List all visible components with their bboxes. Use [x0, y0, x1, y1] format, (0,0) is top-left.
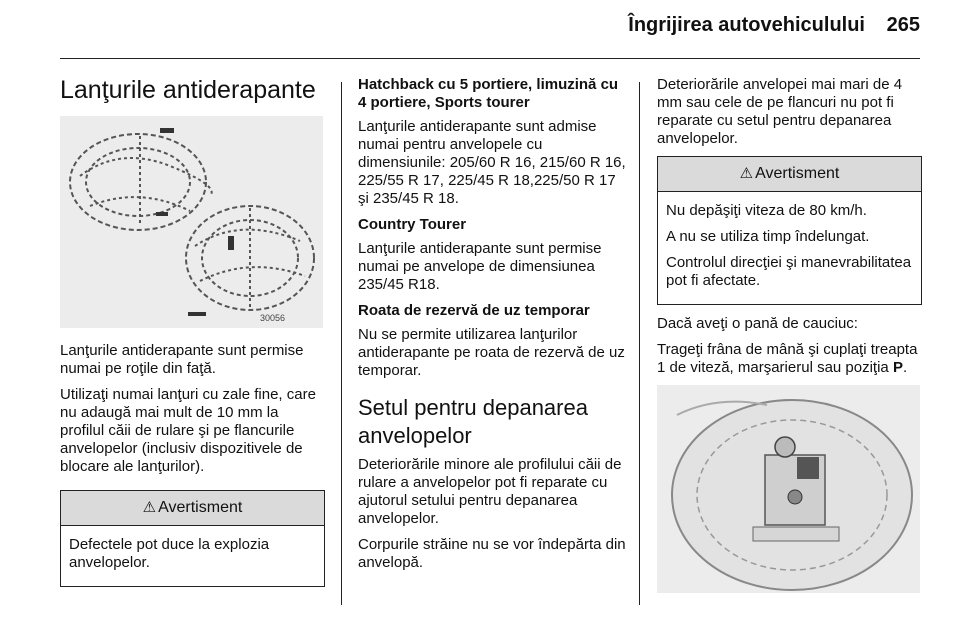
warning-body [658, 192, 921, 304]
snow-chains-illustration [60, 116, 323, 328]
figure-code: 30056 [260, 313, 286, 323]
section-title-tyre-repair-kit: Setul pentru depanarea anvelopelor [358, 395, 588, 448]
subheading: Hatchback cu 5 portiere, limuzină cu 4 portiere, Sports tourer [358, 76, 619, 111]
warning-box [60, 490, 325, 587]
warning-line: Controlul direcţiei şi manevrabilitatea pot fi afectate. [666, 254, 912, 289]
paragraph: Deteriorările minore ale profilului căii de rulare a anvelopelor pot fi reparate cu ajutorul setului pentru depanarea anvelopelor. [358, 456, 622, 527]
warning-triangle-icon: ⚠ [142, 499, 157, 516]
header-title: Îngrijirea autovehiculului [628, 14, 865, 36]
spare-wheel-well-figure [657, 385, 920, 593]
column-2 [358, 76, 626, 580]
warning-line: Nu depăşiţi viteza de 80 km/h. [666, 202, 867, 219]
column-divider-1 [341, 82, 342, 605]
warning-heading: ⚠ Avertisment [61, 491, 324, 526]
warning-box [657, 156, 922, 305]
paragraph: Dacă aveţi o pană de cauciuc: [657, 315, 858, 332]
warning-heading: ⚠ Avertisment [658, 157, 921, 192]
paragraph: Corpurile străine nu se vor îndepărta din anvelopă. [358, 536, 626, 571]
paragraph: Nu se permite utilizarea lanţurilor antiderapante pe roata de rezervă de uz temporar. [358, 326, 625, 379]
page-number: 265 [886, 14, 920, 36]
paragraph: Lanţurile antiderapante sunt permise numai pe roţile din faţă. [60, 342, 304, 377]
column-3 [657, 76, 922, 593]
tyre-repair-kit-illustration [657, 385, 920, 593]
warning-text: Defectele pot duce la explozia anvelopelor. [69, 536, 270, 571]
subheading: Country Tourer [358, 216, 467, 233]
paragraph: Lanţurile antiderapante sunt permise numai pe anvelope de dimensiunea 235/45 R18. [358, 240, 602, 293]
warning-line: A nu se utiliza timp îndelungat. [666, 228, 870, 245]
snow-chains-figure [60, 116, 323, 328]
warning-triangle-icon: ⚠ [739, 165, 754, 182]
paragraph: Lanţurile antiderapante sunt admise numai pentru anvelopele cu dimensiunile: 205/60 R 16, 215/60 R 16, 225/55 R 17, 225/45 R 18,225/50 R 17 şi 235/45 R 18. [358, 118, 626, 207]
paragraph: Trageţi frâna de mână şi cuplaţi treapta 1 de viteză, marşarierul sau poziţia P. [657, 341, 918, 376]
paragraph: Utilizaţi numai lanţuri cu zale fine, care nu adaugă mai mult de 10 mm la profilul căii de rulare şi pe flancurile anvelopelor (inclusiv dispozitivele de blocare ale lanţurilor). [60, 386, 316, 475]
warning-body [61, 526, 324, 586]
subheading: Roata de rezervă de uz temporar [358, 302, 590, 319]
paragraph: Deteriorările anvelopei mai mari de 4 mm sau cele de pe flancuri nu pot fi reparate cu setul pentru depanarea anvelopelor. [657, 76, 903, 147]
header-rule [60, 58, 920, 59]
section-title-snow-chains: Lanţurile antiderapante [60, 76, 316, 104]
column-1 [60, 76, 325, 597]
column-divider-2 [639, 82, 640, 605]
